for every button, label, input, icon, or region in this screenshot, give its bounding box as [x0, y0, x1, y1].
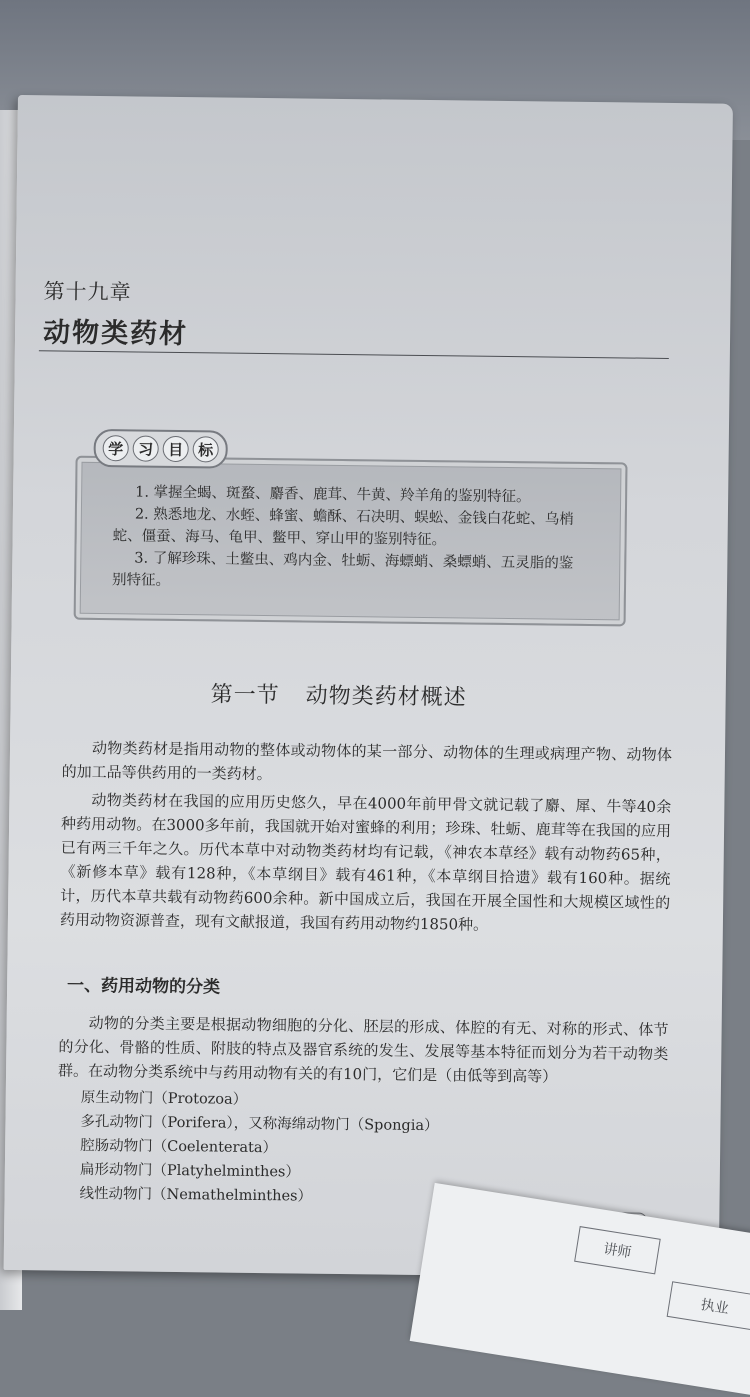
phyla-list	[79, 1086, 439, 1210]
paragraph-history: 动物类药材在我国的应用历史悠久，早在4000年前甲骨文就记载了麝、犀、牛等40余种药用动物。在3000多年前，我国就开始对蜜蜂的利用；珍珠、牡蛎、鹿茸等在我国的应用已有两三千年之久。历代本草中对动物类药材均有记载，《神农本草经》载有动物药65种，《新修本草》载有128种，《本草纲目》载有461种，《本草纲目拾遗》载有160种。据统计，历代本草共载有动物药600余种。新中国成立后，我国在开展全国性和大规模区域性的药用动物资源普查，现有文献报道，我国有药用动物约1850种。	[59, 790, 672, 934]
paragraph-definition: 动物类药材是指用动物的整体或动物体的某一部分、动物体的生理或病理产物、动物体的加工品等供药用的一类药材。	[61, 738, 673, 784]
objectives-list	[111, 481, 595, 597]
list-item: 腔肠动物门（Coelenterata）	[80, 1137, 278, 1157]
section-title: 动物类药材概述	[305, 683, 467, 711]
list-item: 线性动物门（Nemathelminthes）	[79, 1185, 313, 1205]
objective-line: 蛇、僵蚕、海马、龟甲、鳖甲、穿山甲的鉴别特征。	[112, 528, 447, 549]
chapter-number: 第十九章	[43, 279, 132, 305]
section-heading	[211, 677, 467, 711]
objective-tag-char: 学	[103, 435, 129, 461]
chapter-divider	[39, 350, 669, 359]
learning-objectives-tag	[93, 429, 227, 469]
objective-tag-char: 标	[193, 436, 219, 462]
objective-line: 2. 熟悉地龙、水蛭、蜂蜜、蟾酥、石决明、蜈蚣、金钱白花蛇、乌梢	[134, 506, 574, 528]
form-cell: 执业	[667, 1281, 750, 1331]
list-item: 扁形动物门（Platyhelminthes）	[79, 1161, 300, 1181]
section-number: 第一节	[210, 682, 280, 709]
paragraph-classification: 动物的分类主要是根据动物细胞的分化、胚层的形成、体腔的有无、对称的形式、体节的分化、骨骼的性质、附肢的特点及器官系统的发生、发展等基本特征而划分为若干动物类群。在动物分类系统中与药用动物有关的有10门，它们是（由低等到高等）	[57, 1013, 669, 1086]
book-page	[4, 95, 733, 1279]
objective-tag-char: 目	[163, 436, 189, 462]
objective-tag-char: 习	[133, 435, 159, 461]
objective-line: 1. 掌握全蝎、斑蝥、麝香、鹿茸、牛黄、羚羊角的鉴别特征。	[135, 484, 531, 506]
subheading-classification: 一、药用动物的分类	[67, 975, 221, 998]
chapter-title: 动物类药材	[42, 317, 189, 351]
list-item: 多孔动物门（Porifera），又称海绵动物门（Spongia）	[80, 1113, 439, 1135]
objective-line: 别特征。	[111, 572, 171, 589]
form-cell: 讲师	[574, 1226, 661, 1274]
objective-line: 3. 了解珍珠、土鳖虫、鸡内金、牡蛎、海螵蛸、桑螵蛸、五灵脂的鉴	[134, 550, 574, 572]
list-item: 原生动物门（Protozoa）	[80, 1089, 248, 1108]
